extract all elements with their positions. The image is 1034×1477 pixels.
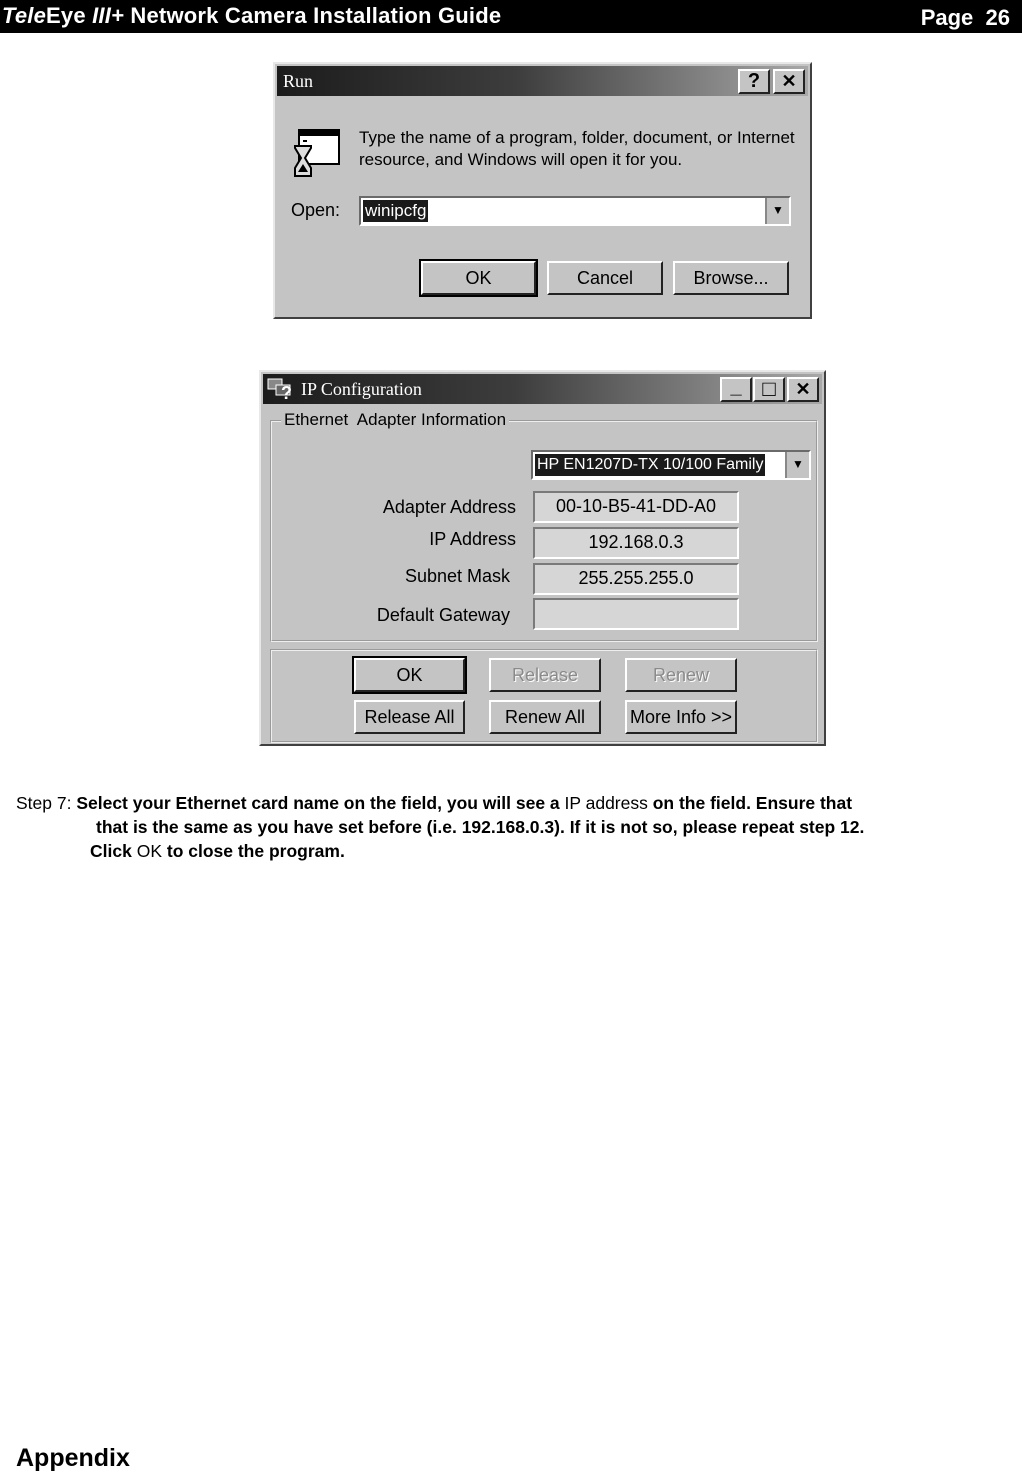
brand-version: III+ [92, 3, 125, 28]
maximize-button[interactable]: □ [753, 377, 785, 402]
page-label: Page [920, 5, 974, 30]
run-title: Run [283, 71, 314, 91]
adapter-select[interactable] [531, 450, 811, 480]
run-titlebar [277, 66, 808, 96]
release-all-button[interactable]: Release All [354, 700, 465, 734]
renew-all-button[interactable]: Renew All [489, 700, 601, 734]
adapter-address-field: 00-10-B5-41-DD-A0 [533, 491, 739, 523]
step-line-2-text: that is the same as you have set before (i.e. 192.168.0.3). If it is not so, please repeat step 12. [96, 817, 865, 837]
header-bar [0, 0, 1020, 33]
step-bold-4: to close the program. [162, 841, 345, 861]
more-info-button[interactable]: More Info >> [625, 700, 737, 734]
open-input-value[interactable]: winipcfg [365, 201, 427, 220]
network-help-icon [267, 377, 295, 401]
run-cancel-button[interactable]: Cancel [547, 261, 663, 295]
step-line-1 [16, 791, 852, 815]
run-prompt-line1: Type the name of a program, folder, document, or Internet [359, 128, 795, 147]
subnet-mask-label: Subnet Mask [404, 566, 510, 586]
release-button[interactable]: Release [489, 658, 601, 692]
adapter-chevron-down-icon[interactable]: ▼ [785, 452, 809, 478]
section-appendix: Appendix [16, 1444, 130, 1472]
step-bold-3: Click [90, 841, 137, 861]
open-combobox[interactable] [359, 196, 791, 226]
ip-title: IP Configuration [301, 379, 422, 399]
step-line-3 [90, 839, 345, 863]
adapter-address-label: Adapter Address [382, 497, 516, 517]
subnet-mask-field: 255.255.255.0 [533, 563, 739, 595]
renew-button[interactable]: Renew [625, 658, 737, 692]
brand-eye: Eye [46, 3, 86, 28]
step-ok: OK [136, 841, 162, 861]
svg-text:?: ? [281, 383, 292, 401]
step-prefix: Step 7: [16, 793, 77, 813]
chevron-down-icon[interactable]: ▼ [765, 198, 789, 224]
brand-tele: Tele [2, 3, 47, 28]
minimize-button[interactable]: _ [720, 377, 752, 402]
ip-address-label: IP Address [429, 529, 516, 549]
default-gateway-label: Default Gateway [376, 605, 510, 625]
document-title [2, 3, 501, 29]
adapter-select-value[interactable]: HP EN1207D-TX 10/100 Family [535, 454, 765, 476]
step-bold-2: on the field. Ensure that [647, 793, 853, 813]
ip-close-button[interactable]: ✕ [787, 377, 819, 402]
step-bold-1: Select your Ethernet card name on the field, you will see a [76, 793, 565, 813]
header-divider [1020, 0, 1034, 33]
run-browse-button[interactable]: Browse... [673, 261, 789, 295]
adapter-info-legend: Ethernet Adapter Information [281, 410, 509, 430]
ip-ok-button[interactable]: OK [354, 658, 465, 692]
ip-titlebar [263, 374, 822, 404]
title-text: Network Camera Installation Guide [130, 3, 502, 28]
page-number: 26 [985, 5, 1010, 30]
default-gateway-field [533, 598, 739, 630]
help-button[interactable]: ? [738, 69, 770, 94]
open-label: Open: [291, 200, 341, 220]
ip-config-dialog [259, 370, 826, 746]
step-line-2 [96, 815, 864, 839]
close-button[interactable]: ✕ [773, 69, 805, 94]
step-ip-address: IP address [564, 793, 648, 813]
ip-address-field: 192.168.0.3 [533, 527, 739, 559]
run-program-icon [291, 128, 343, 182]
run-dialog [273, 62, 812, 319]
page-indicator [921, 5, 1010, 31]
run-ok-button[interactable]: OK [421, 261, 536, 295]
run-prompt-line2: resource, and Windows will open it for you. [359, 150, 683, 169]
